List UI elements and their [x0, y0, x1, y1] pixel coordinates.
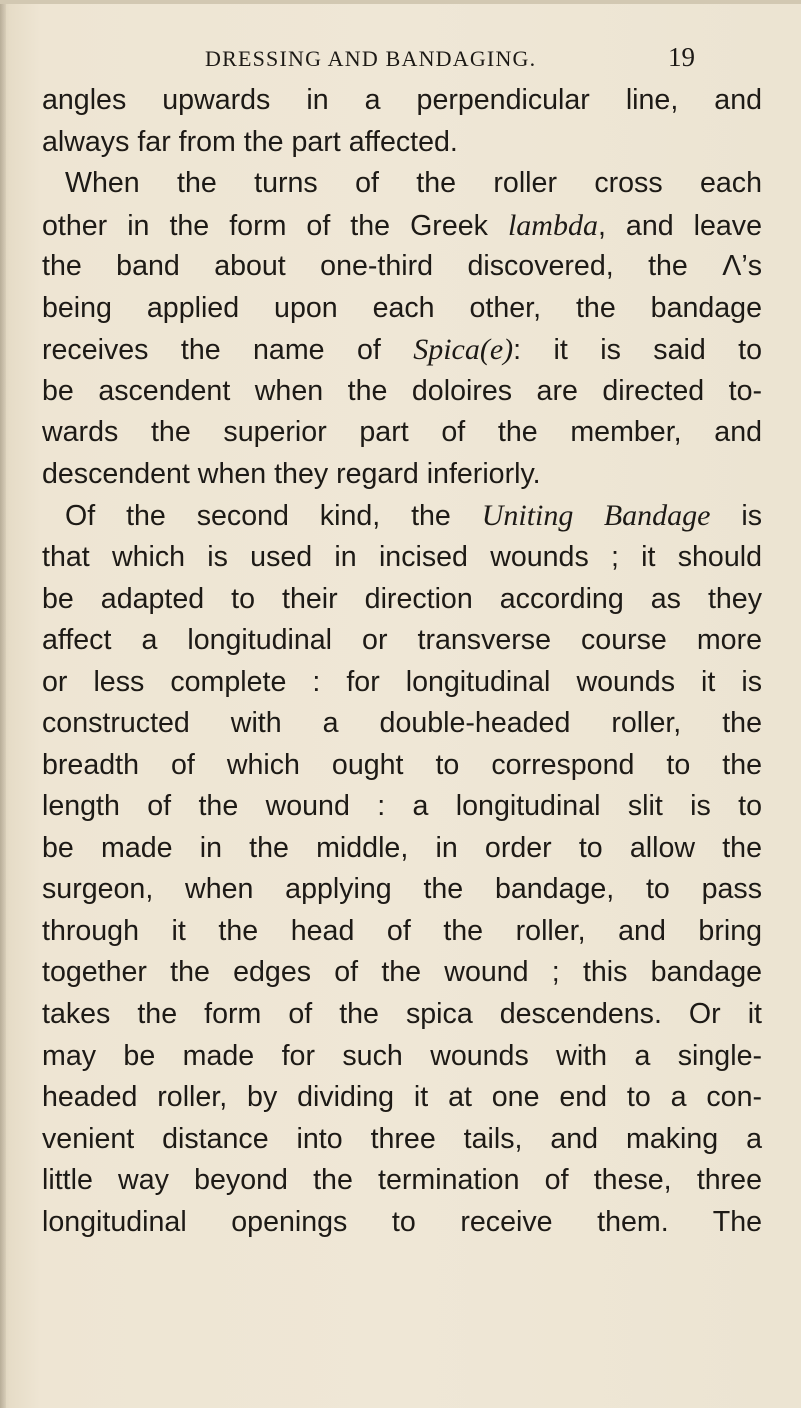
text-run: receives the name of — [42, 334, 414, 367]
text-line — [42, 205, 762, 247]
text-line — [42, 495, 762, 537]
text-line — [42, 80, 762, 122]
text-line — [42, 163, 762, 205]
page-top-edge — [0, 0, 801, 4]
text-line — [42, 246, 762, 288]
text-run: always far from the part affected. — [42, 125, 458, 158]
text-run: angles upwards in a perpendicular line, and — [42, 84, 762, 116]
body-text — [42, 80, 762, 1243]
running-head-title: DRESSING AND BANDAGING. — [205, 46, 537, 71]
text-line — [42, 786, 762, 828]
page-number: 19 — [668, 42, 695, 72]
text-line — [42, 703, 762, 745]
text-run: , and leave — [597, 209, 762, 242]
text-run: other in the form of the Greek — [42, 209, 508, 242]
text-run: being applied upon each other, the bandage — [42, 291, 762, 324]
text-run: headed roller, by dividing it at one end to a con- — [42, 1081, 762, 1114]
text-line — [42, 1077, 762, 1119]
text-line — [42, 454, 762, 496]
text-line — [42, 1036, 762, 1078]
text-line — [42, 1202, 762, 1244]
text-line — [42, 288, 762, 330]
text-run: breadth of which ought to correspond to the — [42, 748, 762, 781]
text-run: through it the head of the roller, and bring — [42, 914, 762, 947]
text-run: or less complete : for longitudinal wounds it is — [42, 665, 762, 698]
italic-phrase: Uniting Bandage — [481, 499, 711, 533]
text-run: When the turns of the roller cross each — [65, 167, 762, 200]
text-run: together the edges of the wound ; this bandage — [42, 956, 762, 989]
text-line — [42, 662, 762, 704]
text-line — [42, 828, 762, 870]
italic-phrase: Spica(e) — [413, 333, 514, 367]
text-run: the band about one-third discovered, the Λ’s — [42, 250, 762, 283]
text-run: wards the superior part of the member, and — [42, 416, 762, 449]
text-run: takes the form of the spica descendens. Or it — [42, 998, 762, 1031]
text-line — [42, 745, 762, 787]
text-run: be ascendent when the doloires are directed to- — [42, 374, 762, 407]
text-line — [42, 952, 762, 994]
text-run: affect a longitudinal or transverse course more — [42, 624, 762, 657]
text-run: constructed with a double-headed roller, the — [42, 707, 762, 740]
text-line — [42, 537, 762, 579]
text-run: that which is used in incised wounds ; it should — [42, 541, 762, 574]
text-line — [42, 1160, 762, 1202]
text-line — [42, 371, 762, 413]
text-run: : it is said to — [513, 334, 762, 367]
running-head — [0, 40, 801, 80]
text-run: venient distance into three tails, and making a — [42, 1122, 762, 1155]
text-run: descendent when they regard inferiorly. — [42, 457, 541, 490]
text-run: be adapted to their direction according as they — [42, 582, 762, 615]
text-run: may be made for such wounds with a single- — [42, 1039, 762, 1072]
text-line — [42, 911, 762, 953]
text-line — [42, 620, 762, 662]
text-line — [42, 122, 762, 164]
text-line — [42, 869, 762, 911]
page-gutter-edge — [0, 0, 6, 1408]
text-run: longitudinal openings to receive them. The — [42, 1205, 762, 1238]
text-run: little way beyond the termination of these, three — [42, 1164, 762, 1197]
text-line — [42, 329, 762, 371]
text-run: length of the wound : a longitudinal slit is to — [42, 790, 762, 823]
text-line — [42, 994, 762, 1036]
text-run: be made in the middle, in order to allow the — [42, 831, 762, 864]
text-line — [42, 1119, 762, 1161]
text-line — [42, 579, 762, 621]
text-line — [42, 412, 762, 454]
text-run: is — [710, 500, 763, 533]
text-run: Of the second kind, the — [65, 500, 482, 533]
italic-phrase: lambda — [507, 208, 598, 242]
text-run: surgeon, when applying the bandage, to pass — [42, 873, 762, 906]
